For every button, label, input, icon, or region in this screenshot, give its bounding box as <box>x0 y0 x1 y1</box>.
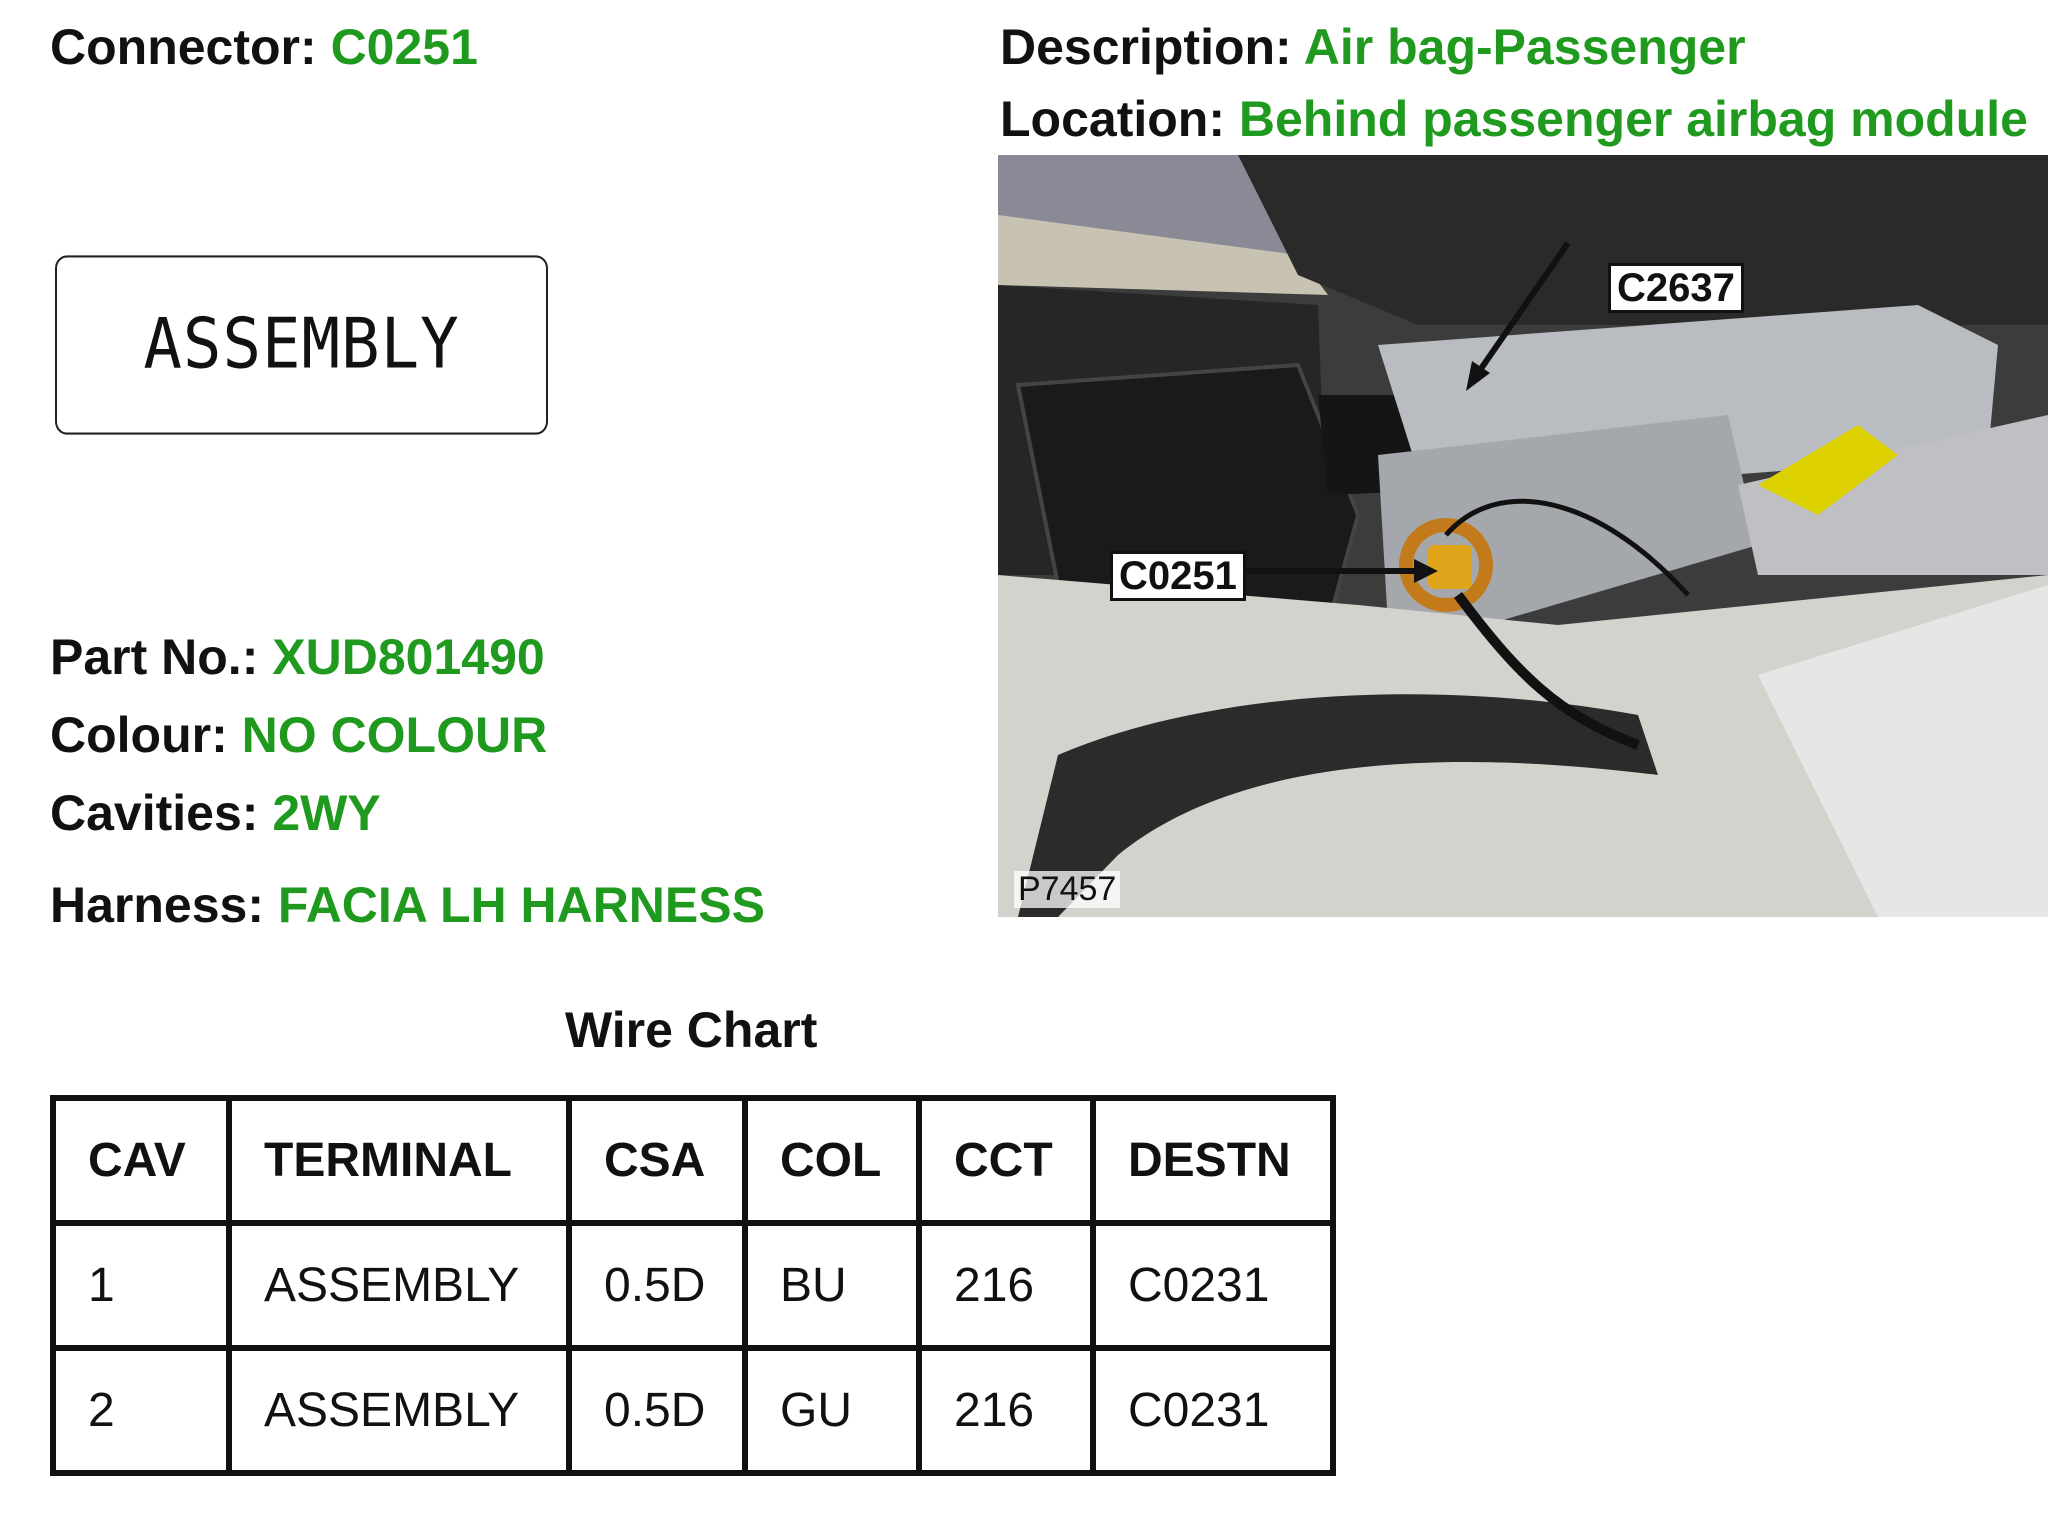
cell-destn: C0231 <box>1093 1348 1333 1473</box>
cell-csa: 0.5D <box>569 1348 745 1473</box>
description-value: Air bag-Passenger <box>1303 19 1746 75</box>
header-cct: CCT <box>919 1098 1093 1223</box>
location-field <box>1000 91 2028 147</box>
table-row <box>53 1348 1333 1473</box>
cavities-value: 2WY <box>272 785 381 841</box>
wire-chart-table <box>50 1095 1336 1476</box>
location-label: Location: <box>1000 91 1225 147</box>
header-destn: DESTN <box>1093 1098 1333 1223</box>
header-csa: CSA <box>569 1098 745 1223</box>
colour-label: Colour: <box>50 707 228 763</box>
description-field <box>1000 19 1746 75</box>
connector-value: C0251 <box>330 19 478 75</box>
cavities-label: Cavities: <box>50 785 259 841</box>
photo-illustration <box>998 155 2048 917</box>
cell-cav: 2 <box>53 1348 229 1473</box>
header-terminal: TERMINAL <box>229 1098 569 1223</box>
cell-col: BU <box>745 1223 919 1348</box>
cell-cav: 1 <box>53 1223 229 1348</box>
connector-label: Connector: <box>50 19 317 75</box>
table-row <box>53 1223 1333 1348</box>
header-cav: CAV <box>53 1098 229 1223</box>
cell-destn: C0231 <box>1093 1223 1333 1348</box>
photo-id: P7457 <box>1014 871 1120 908</box>
harness-value: FACIA LH HARNESS <box>277 877 765 933</box>
cell-cct: 216 <box>919 1223 1093 1348</box>
description-label: Description: <box>1000 19 1292 75</box>
connector-location-photo <box>998 155 2048 917</box>
cell-terminal: ASSEMBLY <box>229 1223 569 1348</box>
colour-value: NO COLOUR <box>241 707 548 763</box>
cell-csa: 0.5D <box>569 1223 745 1348</box>
callout-c0251: C0251 <box>1110 551 1246 601</box>
harness-label: Harness: <box>50 877 264 933</box>
cell-col: GU <box>745 1348 919 1473</box>
wire-chart-title: Wire Chart <box>565 1002 818 1058</box>
terminal-assembly-graphic: ASSEMBLY <box>55 255 548 434</box>
cavities-field <box>50 785 381 841</box>
location-value: Behind passenger airbag module <box>1238 91 2028 147</box>
callout-c2637: C2637 <box>1608 263 1744 313</box>
header-col: COL <box>745 1098 919 1223</box>
colour-field <box>50 707 548 763</box>
part-number-field <box>50 629 545 685</box>
cell-cct: 216 <box>919 1348 1093 1473</box>
connector-field <box>50 19 478 75</box>
harness-field <box>50 877 765 933</box>
cell-terminal: ASSEMBLY <box>229 1348 569 1473</box>
table-header-row <box>53 1098 1333 1223</box>
part-number-label: Part No.: <box>50 629 259 685</box>
part-number-value: XUD801490 <box>272 629 545 685</box>
